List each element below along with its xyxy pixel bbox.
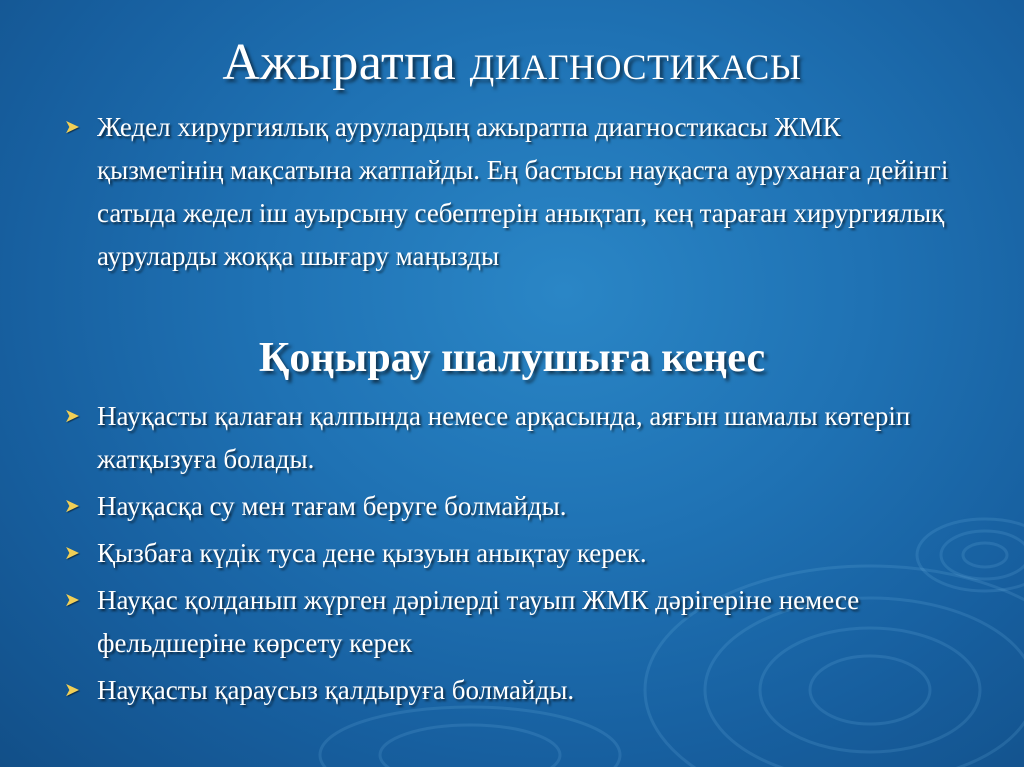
list-item bbox=[62, 669, 972, 712]
list-item-text: Науқас қолданып жүрген дәрілерді тауып ЖМК дәрігеріне немесе фельдшеріне көрсету керек bbox=[97, 585, 860, 658]
slide-title-word-1: Ажыратпа bbox=[222, 34, 457, 91]
list-item bbox=[62, 532, 972, 575]
arrowhead-bullet-icon: ➤ bbox=[64, 543, 80, 564]
intro-list bbox=[62, 106, 972, 278]
list-item bbox=[62, 106, 972, 278]
slide-title-word-2: диагностикасы bbox=[469, 34, 802, 91]
list-item-text: Қызбаға күдік туса дене қызуын анықтау керек. bbox=[97, 538, 647, 568]
arrowhead-bullet-icon: ➤ bbox=[64, 406, 80, 427]
section-heading: Қоңырау шалушыға кеңес bbox=[258, 335, 766, 381]
list-item bbox=[62, 485, 972, 528]
advice-list bbox=[62, 395, 972, 712]
list-item bbox=[62, 579, 972, 665]
list-item-text: Науқасты қалаған қалпында немесе арқасында, аяғын шамалы көтеріп жатқызуға болады. bbox=[97, 401, 911, 474]
arrowhead-bullet-icon: ➤ bbox=[64, 496, 80, 517]
list-item bbox=[62, 395, 972, 481]
arrowhead-bullet-icon: ➤ bbox=[64, 590, 80, 611]
arrowhead-bullet-icon: ➤ bbox=[64, 680, 80, 701]
list-item-text: Жедел хирургиялық аурулардың ажыратпа диагностикасы ЖМК қызметінің мақсатына жатпайды. Ең бастысы науқаста ауруханаға дейінгі сатыда жедел іш ауырсыну себептерін анықтап, кең тараған хирургиялық ауруларды жоққа шығару маңызды bbox=[97, 112, 949, 271]
list-item-text: Науқасты қараусыз қалдыруға болмайды. bbox=[97, 675, 575, 705]
slide-title bbox=[0, 28, 1024, 98]
list-item-text: Науқасқа су мен тағам беруге болмайды. bbox=[97, 491, 567, 521]
arrowhead-bullet-icon: ➤ bbox=[64, 117, 80, 138]
